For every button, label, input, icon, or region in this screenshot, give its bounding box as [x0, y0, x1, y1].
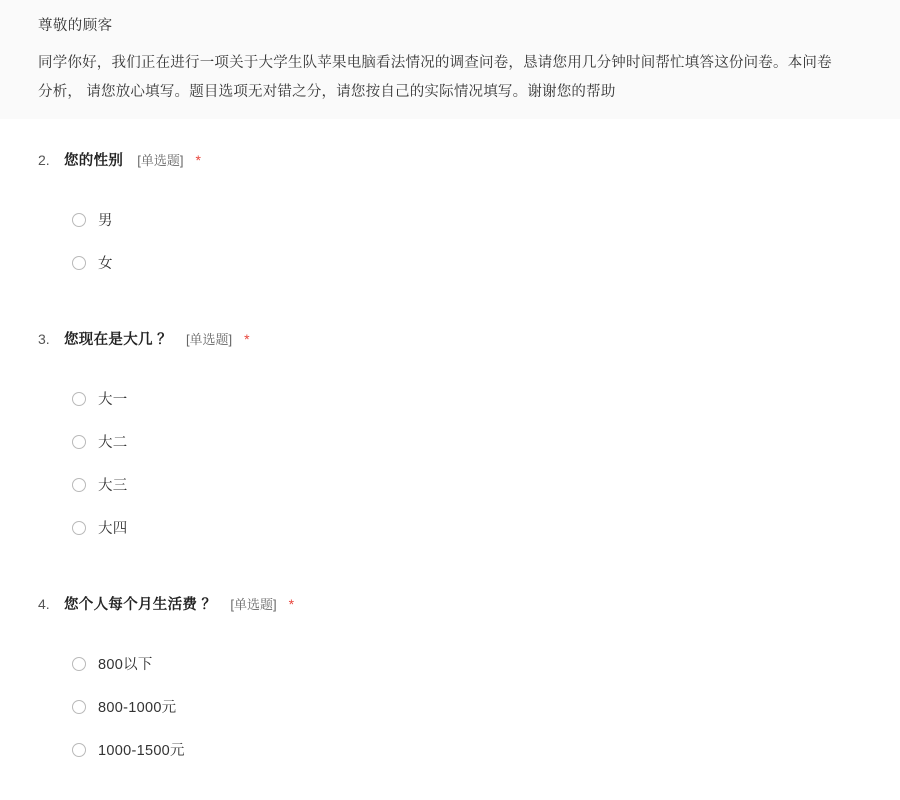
question-type-label: [单选题]: [230, 597, 277, 612]
question-type-label: [单选题]: [137, 153, 184, 168]
radio-icon[interactable]: [72, 392, 86, 406]
radio-icon[interactable]: [72, 256, 86, 270]
question-header: [0, 328, 900, 349]
option-row[interactable]: [72, 420, 900, 463]
option-list: [0, 176, 900, 284]
intro-body-line-2: 分析， 请您放心填写。题目选项无对错之分，请您按自己的实际情况填写。谢谢您的帮助: [38, 84, 616, 100]
spacer: [0, 559, 900, 593]
option-label: 800-1000元: [98, 700, 177, 716]
question-number: 4.: [38, 596, 50, 612]
question-grade: [0, 328, 900, 549]
option-label: 大二: [98, 435, 128, 451]
question-gender: [0, 149, 900, 284]
question-title: 您的性别: [64, 153, 124, 169]
radio-icon[interactable]: [72, 478, 86, 492]
radio-icon[interactable]: [72, 435, 86, 449]
option-label: 大四: [98, 521, 128, 537]
required-marker: *: [244, 331, 250, 347]
intro-body-line-1: 同学你好，我们正在进行一项关于大学生队苹果电脑看法情况的调查问卷，恳请您用几分钟时间帮忙填答这份问卷。本问卷: [38, 55, 832, 71]
option-label: 大一: [98, 392, 128, 408]
question-header: [0, 149, 900, 170]
radio-icon[interactable]: [72, 657, 86, 671]
radio-icon[interactable]: [72, 743, 86, 757]
required-marker: *: [195, 152, 201, 168]
option-list: [0, 355, 900, 549]
question-list: [0, 119, 900, 771]
question-title: 您现在是大几 ？: [64, 332, 172, 348]
intro-body: [38, 49, 900, 107]
required-marker: *: [288, 596, 295, 612]
question-type-label: [单选题]: [185, 332, 233, 347]
intro-title: 尊敬的顾客: [38, 18, 113, 34]
question-number: 3.: [38, 331, 50, 347]
option-label: 大三: [98, 478, 128, 494]
survey-intro: [0, 0, 900, 119]
option-row[interactable]: [72, 728, 900, 771]
radio-icon[interactable]: [72, 700, 86, 714]
option-label: 男: [98, 213, 113, 229]
question-header: [0, 593, 900, 614]
option-label: 1000-1500元: [98, 743, 185, 759]
option-row[interactable]: [72, 685, 900, 728]
option-row[interactable]: [72, 241, 900, 284]
question-number: 2.: [38, 152, 50, 168]
option-list: [0, 620, 900, 771]
option-label: 女: [98, 256, 113, 272]
option-row[interactable]: [72, 463, 900, 506]
radio-icon[interactable]: [72, 213, 86, 227]
question-monthly-expense: [0, 593, 900, 771]
radio-icon[interactable]: [72, 521, 86, 535]
option-row[interactable]: [72, 642, 900, 685]
option-label: 800以下: [98, 657, 153, 673]
option-row[interactable]: [72, 506, 900, 549]
option-row[interactable]: [72, 198, 900, 241]
option-row[interactable]: [72, 377, 900, 420]
question-title: 您个人每个月生活费 ？: [64, 597, 217, 613]
spacer: [0, 294, 900, 328]
